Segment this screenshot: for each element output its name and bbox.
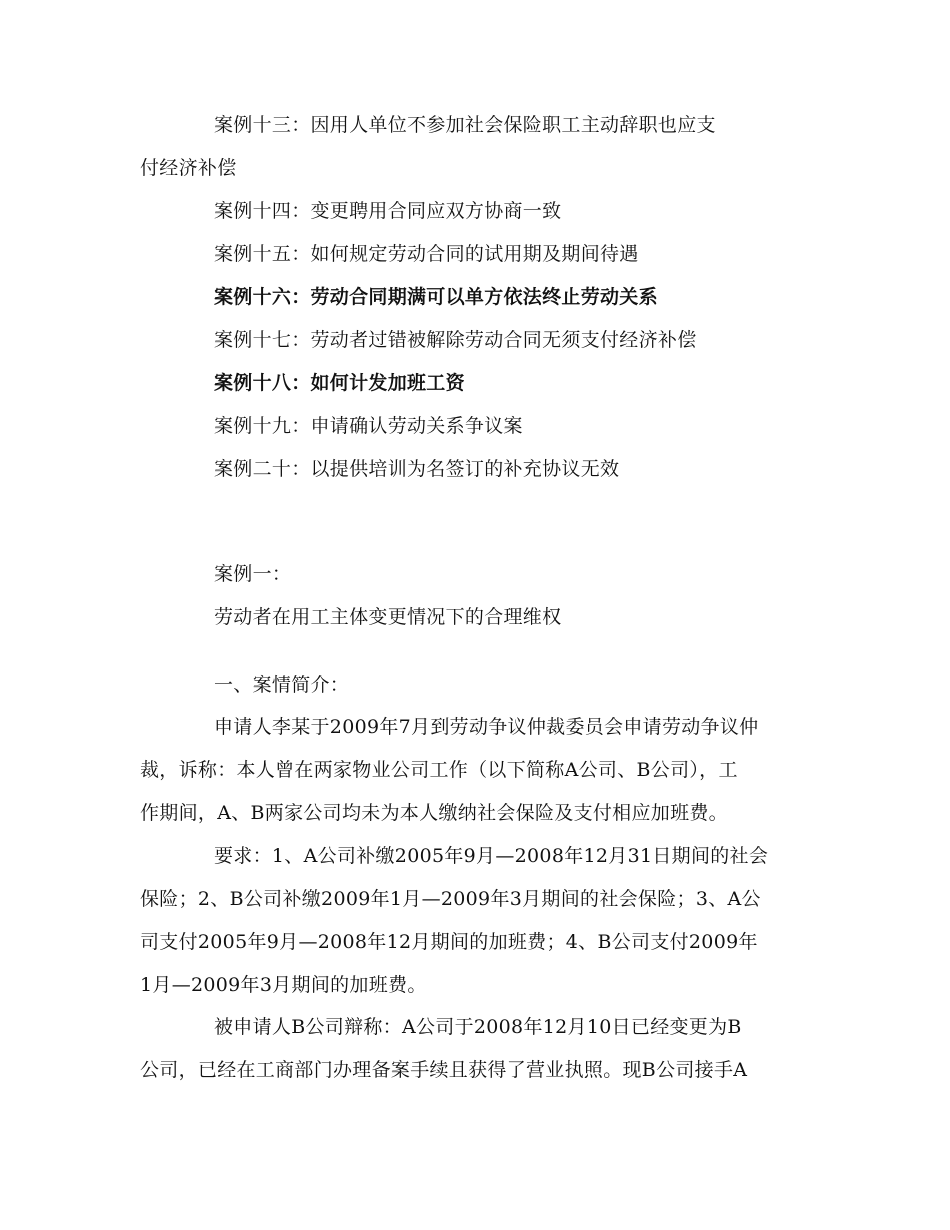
toc-item-17: 案例十七：劳动者过错被解除劳动合同无须支付经济补偿 — [214, 329, 697, 351]
case-title: 劳动者在用工主体变更情况下的合理维权 — [214, 606, 562, 628]
paragraph-line: 要求：1、A公司补缴2005年9月—2008年12月31日期间的社会 — [214, 845, 769, 867]
paragraph-line: 申请人李某于2009年7月到劳动争议仲裁委员会申请劳动争议仲 — [214, 716, 759, 738]
toc-item-13: 案例十三：因用人单位不参加社会保险职工主动辞职也应支 — [214, 114, 716, 136]
toc-item-14: 案例十四：变更聘用合同应双方协商一致 — [214, 200, 562, 222]
paragraph-line: 裁，诉称：本人曾在两家物业公司工作（以下简称A公司、B公司），工 — [140, 759, 738, 781]
paragraph-line: 被申请人B公司辩称：A公司于2008年12月10日已经变更为B — [214, 1016, 742, 1038]
toc-item-18: 案例十八：如何计发加班工资 — [214, 372, 465, 394]
toc-item-13-continued: 付经济补偿 — [140, 157, 237, 179]
paragraph-line: 保险；2、B公司补缴2009年1月—2009年3月期间的社会保险；3、A公 — [140, 888, 761, 910]
toc-item-19: 案例十九：申请确认劳动关系争议案 — [214, 415, 523, 437]
case-label: 案例一： — [214, 563, 292, 585]
toc-item-15: 案例十五：如何规定劳动合同的试用期及期间待遇 — [214, 243, 639, 265]
paragraph-line: 公司，已经在工商部门办理备案手续且获得了营业执照。现B公司接手A — [140, 1059, 748, 1081]
toc-item-20: 案例二十：以提供培训为名签订的补充协议无效 — [214, 458, 620, 480]
paragraph-line: 1月—2009年3月期间的加班费。 — [140, 974, 427, 996]
paragraph-line: 司支付2005年9月—2008年12月期间的加班费；4、B公司支付2009年 — [140, 931, 758, 953]
section-heading: 一、案情简介： — [214, 674, 350, 696]
toc-item-16: 案例十六：劳动合同期满可以单方依法终止劳动关系 — [214, 286, 658, 308]
paragraph-line: 作期间，A、B两家公司均未为本人缴纳社会保险及支付相应加班费。 — [140, 802, 728, 824]
